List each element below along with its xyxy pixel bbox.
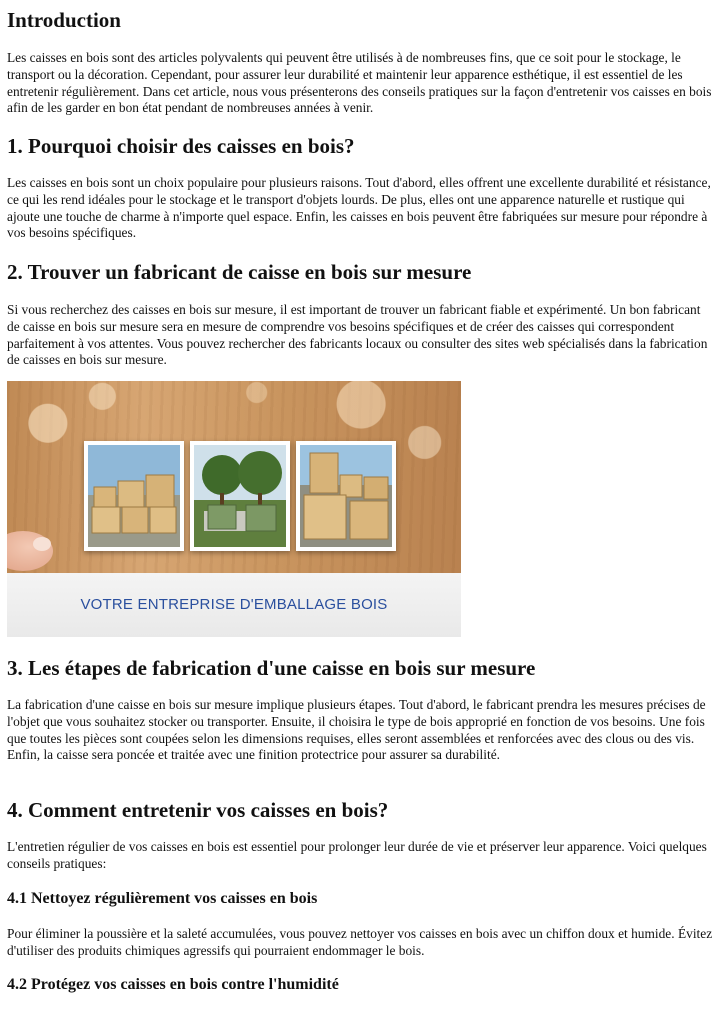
subsection-4-1-heading: 4.1 Nettoyez régulièrement vos caisses en bois bbox=[7, 890, 318, 907]
section-2-paragraph: Si vous recherchez des caisses en bois sur mesure, il est important de trouver un fabricant fiable et expérimenté. Un bon fabricant de caisse en bois sur mesure sera en mesure de comprendre vos besoins spécifiques et de créer des caisses qui correspondent parfaitement à vos attentes. Vous pouvez rechercher des fabricants locaux ou consulter des sites web spécialisés dans la fabrication de caisses en bois sur mesure. bbox=[7, 302, 708, 368]
intro-heading: Introduction bbox=[7, 8, 121, 32]
section-4-heading: 4. Comment entretenir vos caisses en bois? bbox=[7, 798, 389, 822]
intro-paragraph: Les caisses en bois sont des articles polyvalents qui peuvent être utilisés à de nombreuses fins, que ce soit pour le stockage, le transport ou la décoration. Cependant, pour assurer leur durabilité et maintenir leur apparence esthétique, il est essentiel de les entretenir régulièrement. Dans cet article, nous vous présenterons des conseils pratiques sur la façon d'entretenir vos caisses en bois afin de les garder en bon état pendant de nombreuses années à venir. bbox=[7, 50, 712, 116]
large-crates-illustration bbox=[300, 445, 392, 547]
image-banner bbox=[7, 573, 461, 637]
section-1-heading: 1. Pourquoi choisir des caisses en bois? bbox=[7, 134, 355, 158]
crates-stack-illustration bbox=[88, 445, 180, 547]
subsection-4-1-paragraph: Pour éliminer la poussière et la saleté accumulées, vous pouvez nettoyer vos caisses en bois avec un chiffon doux et humide. Évitez d'utiliser des produits chimiques agressifs qui pourraient endommager le bois. bbox=[7, 926, 713, 958]
photo-large-wooden-crates bbox=[296, 441, 396, 551]
section-2-heading: 2. Trouver un fabricant de caisse en bois sur mesure bbox=[7, 260, 472, 284]
photo-wooden-crates-stack bbox=[84, 441, 184, 551]
section-3-paragraph: La fabrication d'une caisse en bois sur mesure implique plusieurs étapes. Tout d'abord, le fabricant prendra les mesures précises de l'objet que vous souhaitez stocker ou transporter. Ensuite, il choisira le type de bois approprié en fonction de vos besoins. Une fois que toutes les pièces sont coupées selon les dimensions requises, elles seront assemblées et renforcées avec des clous ou des vis. Enfin, la caisse sera poncée et traitée avec une finition protectrice pour assurer sa durabilité. bbox=[7, 697, 706, 763]
section-1-paragraph: Les caisses en bois sont un choix populaire pour plusieurs raisons. Tout d'abord, elles offrent une excellente durabilité et résistance, ce qui les rend idéales pour le stockage et le transport d'objets lourds. De plus, elles ont une apparence naturelle et rustique qui ajoute une touche de charme à n'importe quel espace. Enfin, les caisses en bois peuvent être fabriquées sur mesure pour répondre à vos besoins spécifiques. bbox=[7, 175, 711, 241]
subsection-4-2-heading: 4.2 Protégez vos caisses en bois contre l'humidité bbox=[7, 976, 339, 993]
fingernail bbox=[33, 537, 51, 551]
section-4-paragraph: L'entretien régulier de vos caisses en bois est essentiel pour prolonger leur durée de vie et préserver leur apparence. Voici quelques conseils pratiques: bbox=[7, 839, 707, 871]
planter-boxes-illustration bbox=[194, 445, 286, 547]
banner-text: VOTRE ENTREPRISE D'EMBALLAGE BOIS bbox=[80, 596, 388, 613]
wooden-crates-ad-image bbox=[7, 381, 461, 637]
section-3-heading: 3. Les étapes de fabrication d'une caisse en bois sur mesure bbox=[7, 656, 536, 680]
photo-planter-boxes-trees bbox=[190, 441, 290, 551]
